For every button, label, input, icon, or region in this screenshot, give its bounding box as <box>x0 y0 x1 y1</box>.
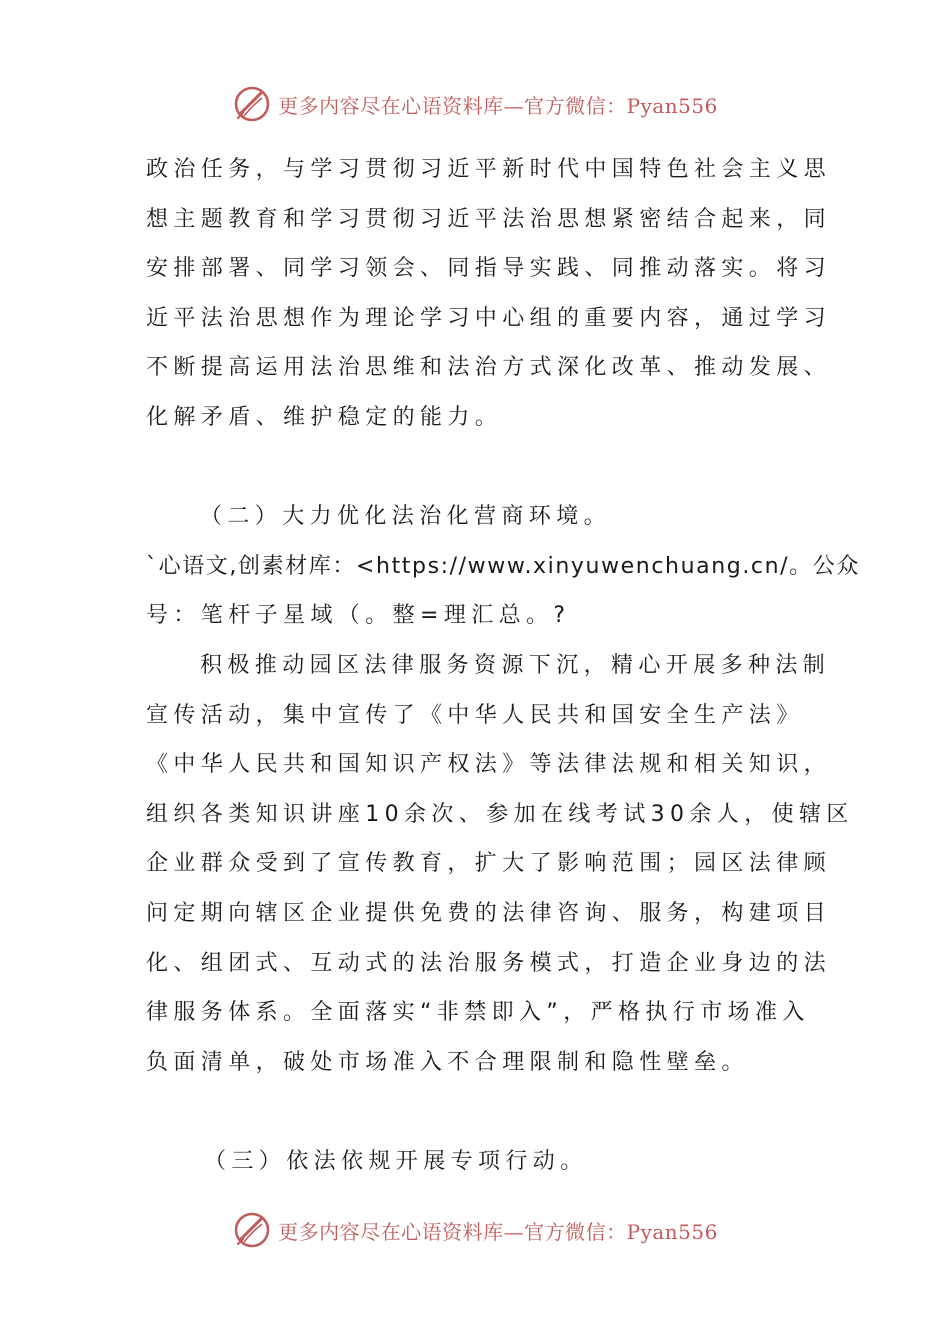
header-banner-text: 更多内容尽在心语资料库—官方微信：Pyan556 <box>278 93 718 118</box>
footer-banner-text: 更多内容尽在心语资料库—官方微信：Pyan556 <box>278 1219 718 1244</box>
body-line: 《中华人民共和国知识产权法》等法律法规和相关知识， <box>146 752 832 778</box>
header-banner <box>0 82 950 126</box>
body-line: 积极推动园区法律服务资源下沉，精心开展多种法制 <box>200 652 831 678</box>
pen-logo-icon <box>232 1210 272 1250</box>
body-line: 宣传活动，集中宣传了《中华人民共和国安全生产法》 <box>146 702 804 728</box>
body-line: 组织各类知识讲座10余次、参加在线考试30余人，使辖区 <box>146 801 854 827</box>
body-line: 企业群众受到了宣传教育，扩大了影响范围；园区法律顾 <box>146 851 832 877</box>
section-heading-2: （二）大力优化法治化营商环境。 <box>200 504 612 530</box>
body-line: 不断提高运用法治思维和法治方式深化改革、推动发展、 <box>146 355 832 381</box>
body-line: 化解矛盾、维护稳定的能力。 <box>146 404 503 430</box>
body-line: 近平法治思想作为理论学习中心组的重要内容，通过学习 <box>146 305 832 331</box>
pen-logo-icon <box>232 84 272 124</box>
section-heading-3: （三）依法依规开展专项行动。 <box>204 1148 588 1174</box>
watermark-line: `心语文,创素材库：<https://www.xinyuwenchuang.cn/。公众 <box>146 553 860 579</box>
paragraph-gap <box>146 1087 810 1137</box>
paragraph-gap <box>146 443 810 493</box>
document-body <box>146 145 860 1186</box>
body-line: 律服务体系。全面落实“非禁即入”，严格执行市场准入 <box>146 1000 810 1026</box>
body-line: 安排部署、同学习领会、同指导实践、同推动落实。将习 <box>146 256 832 282</box>
watermark-line: 号：笔杆子星域（。整=理汇总。? <box>146 603 571 629</box>
body-line: 化、组团式、互动式的法治服务模式，打造企业身边的法 <box>146 950 832 976</box>
body-line: 政治任务，与学习贯彻习近平新时代中国特色社会主义思 <box>146 157 832 182</box>
body-line: 问定期向辖区企业提供免费的法律咨询、服务，构建项目 <box>146 900 832 926</box>
body-line: 负面清单，破处市场准入不合理限制和隐性壁垒。 <box>146 1049 749 1075</box>
body-line: 想主题教育和学习贯彻习近平法治思想紧密结合起来，同 <box>146 206 832 232</box>
footer-banner <box>0 1208 950 1252</box>
